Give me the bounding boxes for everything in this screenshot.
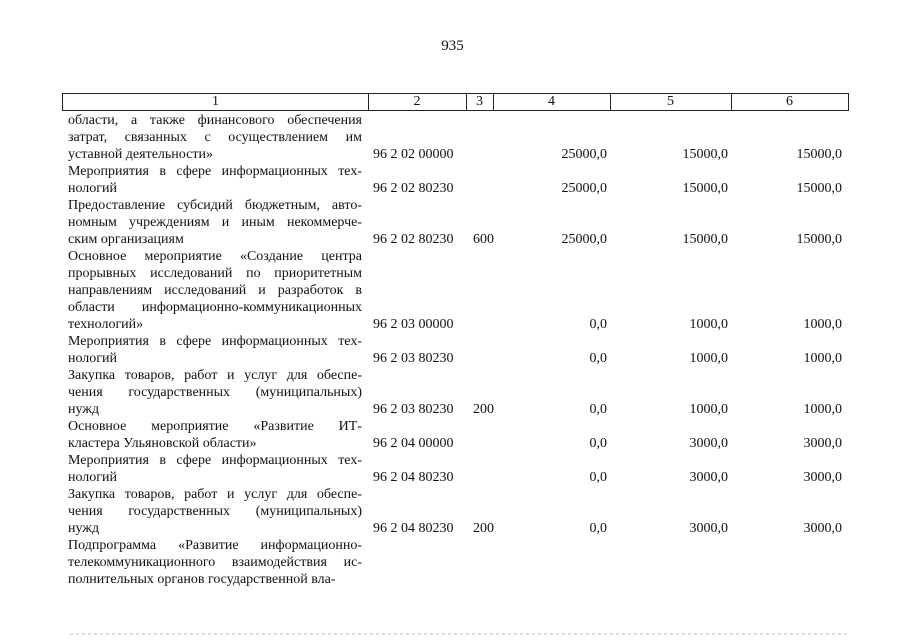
row-description	[68, 163, 362, 197]
header-col-3: 3	[476, 94, 483, 109]
header-col-5: 5	[667, 94, 674, 109]
header-col-2: 2	[413, 94, 421, 109]
row-value-col6: 3000,0	[803, 470, 842, 485]
row-value-col5: 15000,0	[682, 232, 728, 247]
scan-artifact	[70, 633, 850, 635]
row-value-col5: 1000,0	[689, 317, 728, 332]
row-code: 96 2 04 80230	[373, 470, 454, 485]
row-value-col4: 25000,0	[561, 232, 607, 247]
row-description-line: нужд	[68, 521, 100, 536]
row-code: 96 2 03 80230	[373, 402, 454, 417]
row-value-col4: 0,0	[589, 317, 607, 332]
row-description	[68, 197, 362, 248]
row-description-line: Мероприятия в сфере информационных тех-	[68, 453, 362, 468]
row-description-line: области информационно-коммуникационных	[68, 300, 362, 315]
row-description-line: Основное мероприятие «Развитие ИТ-	[68, 419, 362, 434]
row-description	[68, 248, 362, 333]
row-description	[68, 112, 362, 163]
row-value-col6: 15000,0	[796, 147, 842, 162]
row-value-col5: 3000,0	[689, 436, 728, 451]
header-col-4: 4	[548, 94, 555, 109]
row-value-col6: 3000,0	[803, 436, 842, 451]
row-code: 96 2 04 80230	[373, 521, 454, 536]
row-value-col4: 25000,0	[561, 181, 607, 196]
row-value-col6: 1000,0	[803, 351, 842, 366]
row-description-line: чения государственных (муниципальных)	[68, 504, 362, 519]
table-header	[62, 93, 849, 111]
row-description-line: полнительных органов государственной вла-	[68, 572, 336, 587]
row-code: 96 2 02 00000	[373, 147, 454, 162]
row-code: 96 2 03 00000	[373, 317, 454, 332]
row-value-col6: 3000,0	[803, 521, 842, 536]
row-description	[68, 333, 362, 367]
row-value-col6: 1000,0	[803, 317, 842, 332]
row-value-col4: 0,0	[589, 351, 607, 366]
row-description-line: Мероприятия в сфере информационных тех-	[68, 334, 362, 349]
row-description-line: нологий	[68, 351, 118, 366]
row-description-line: нологий	[68, 181, 118, 196]
row-description	[68, 452, 362, 486]
row-description-line: Закупка товаров, работ и услуг для обеспе-	[68, 368, 362, 383]
row-description-line: нужд	[68, 402, 100, 417]
row-description-line: Подпрограмма «Развитие информационно-	[68, 538, 362, 553]
row-description-line: Закупка товаров, работ и услуг для обеспе-	[68, 487, 362, 502]
row-description-line: области, а также финансового обеспечения	[68, 113, 362, 128]
row-code: 96 2 02 80230	[373, 181, 454, 196]
row-description-line: ским организациям	[68, 232, 184, 247]
row-value-col6: 15000,0	[796, 232, 842, 247]
row-description	[68, 367, 362, 418]
row-value-col4: 0,0	[589, 521, 607, 536]
row-description-line: технологий»	[68, 317, 144, 332]
row-code: 96 2 03 80230	[373, 351, 454, 366]
row-expense-type: 200	[473, 402, 494, 417]
row-value-col4: 0,0	[589, 470, 607, 485]
row-value-col4: 25000,0	[561, 147, 607, 162]
row-description-line: прорывных исследований по приоритетным	[68, 266, 362, 281]
row-description-line: кластера Ульяновской области»	[68, 436, 257, 451]
row-description-line: затрат, связанных с осуществлением им	[68, 130, 362, 145]
row-value-col6: 1000,0	[803, 402, 842, 417]
row-description-line: телекоммуникационного взаимодействия ис-	[68, 555, 362, 570]
row-description-line: Предоставление субсидий бюджетным, авто-	[68, 198, 362, 213]
row-value-col5: 3000,0	[689, 521, 728, 536]
row-description	[68, 537, 362, 588]
row-description-line: уставной деятельности»	[68, 147, 213, 162]
row-code: 96 2 04 00000	[373, 436, 454, 451]
row-value-col5: 1000,0	[689, 351, 728, 366]
row-expense-type: 600	[473, 232, 494, 247]
row-value-col5: 15000,0	[682, 147, 728, 162]
row-expense-type: 200	[473, 521, 494, 536]
row-value-col6: 15000,0	[796, 181, 842, 196]
row-value-col5: 15000,0	[682, 181, 728, 196]
row-description-line: Мероприятия в сфере информационных тех-	[68, 164, 362, 179]
header-col-1: 1	[212, 94, 219, 109]
row-description-line: чения государственных (муниципальных)	[68, 385, 362, 400]
row-description-line: Основное мероприятие «Создание центра	[68, 249, 362, 264]
row-description-line: номным учреждениям и иным некоммерче-	[68, 215, 362, 230]
row-description-line: нологий	[68, 470, 118, 485]
row-description	[68, 486, 362, 537]
row-value-col5: 1000,0	[689, 402, 728, 417]
row-value-col4: 0,0	[589, 436, 607, 451]
row-description	[68, 418, 362, 452]
row-value-col5: 3000,0	[689, 470, 728, 485]
row-value-col4: 0,0	[589, 402, 607, 417]
page-number: 935	[441, 38, 464, 54]
header-col-6: 6	[786, 94, 793, 109]
row-code: 96 2 02 80230	[373, 232, 454, 247]
row-description-line: направлениям исследований и разработок в	[68, 283, 362, 298]
